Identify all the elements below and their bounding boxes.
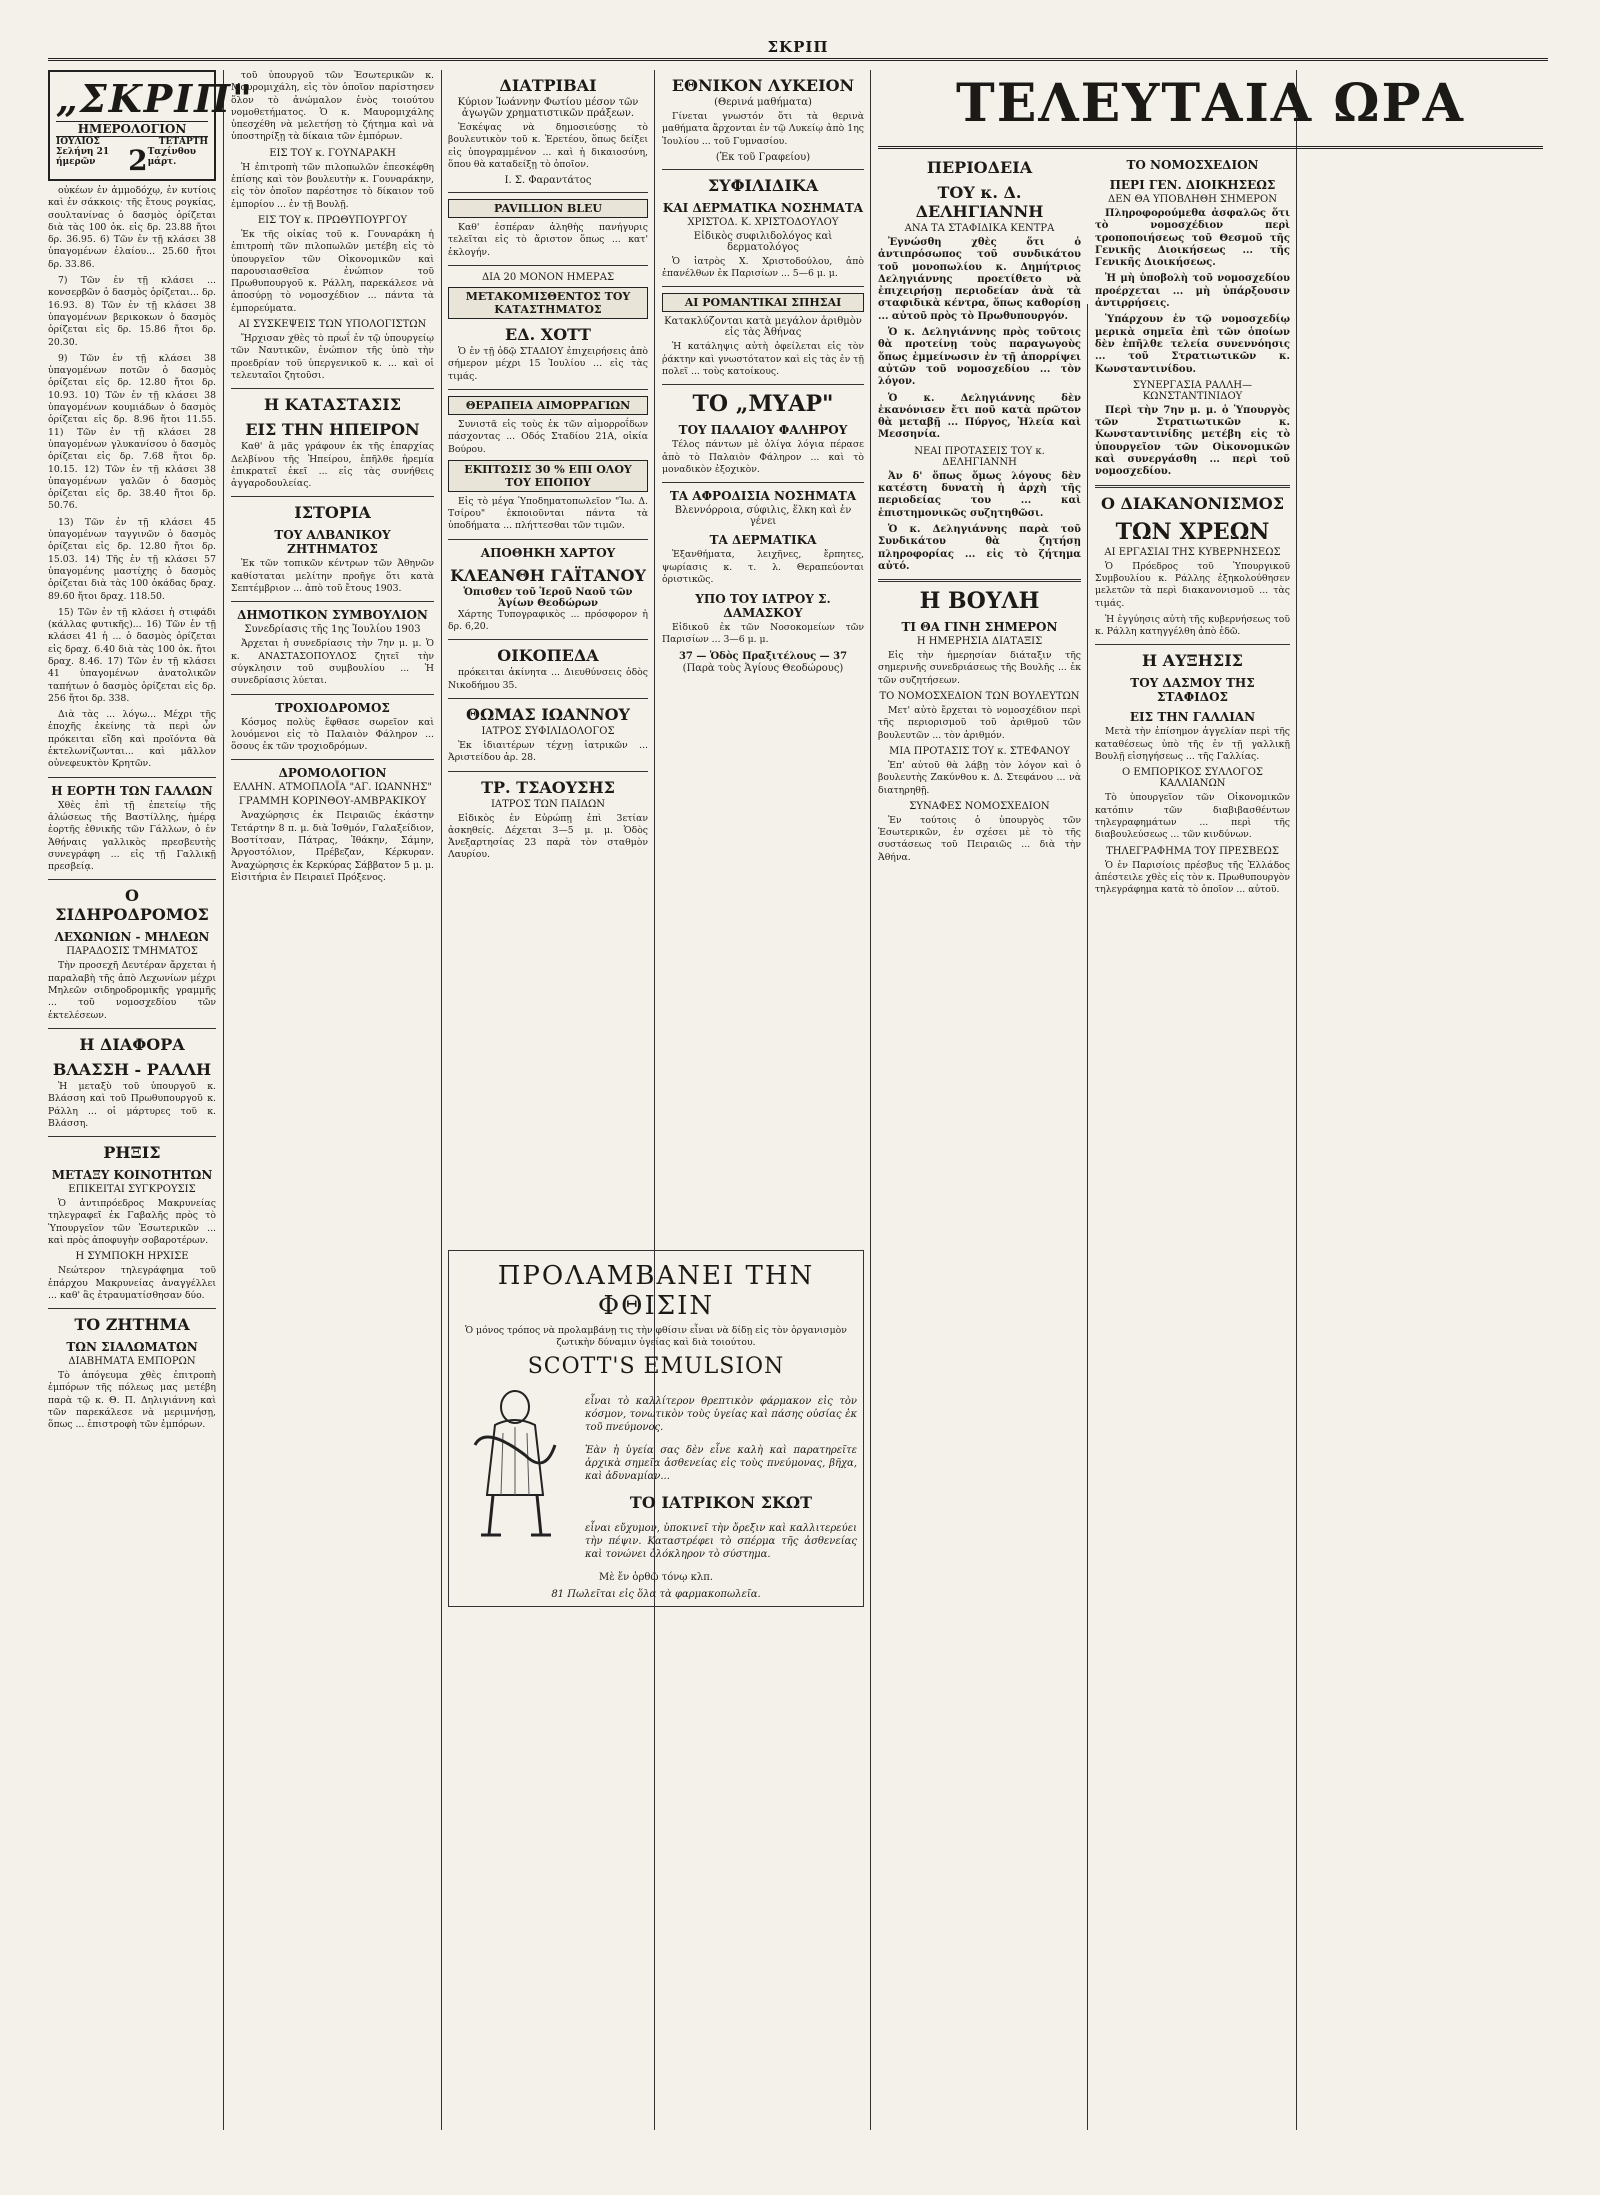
divider — [231, 759, 434, 760]
article-text: Ἡ μεταξὺ τοῦ ὑπουργοῦ κ. Βλάσση καὶ τοῦ Πρωθυπουργοῦ κ. Ράλλη ... οἱ μάρτυρες τοῦ κ. Βλάσση. — [48, 1080, 216, 1129]
headline: ΠΕΡΙ ΓΕΝ. ΔΙΟΙΚΗΣΕΩΣ — [1109, 178, 1276, 192]
article-text: Μετ' αὐτὸ ἔρχεται τὸ νομοσχέδιον περὶ τῆς περιορισμοῦ τοῦ ἀριθμοῦ τῶν βουλευτῶν ... τὸν ἀριθμόν. — [878, 705, 1081, 741]
subheadline: Κατακλύζονται κατὰ μεγάλον ἀριθμὸν εἰς τὰς Ἀθήνας — [664, 316, 862, 339]
divider — [1095, 485, 1290, 488]
headline: ΤΡΟΧΙΟΔΡΟΜΟΣ — [275, 700, 390, 715]
headline: Ο ΔΙΑΚΑΝΟΝΙΣΜΟΣ — [1100, 493, 1285, 513]
divider — [662, 482, 864, 483]
column-rule — [870, 70, 871, 2130]
headline: ΤΩΝ ΣΙΑΛΩΜΑΤΩΝ — [66, 1340, 198, 1355]
article-text: Ἐκ ἰδιαιτέρων τέχνῃ ἰατρικῶν ... Ἀριστείδου ἀρ. 28. — [448, 739, 648, 764]
ad-number: 81 — [551, 1588, 565, 1600]
calendar-box — [48, 70, 254, 181]
subheadline: Η ΣΥΜΠΟΚΗ ΗΡΧΙΣΕ — [75, 1251, 189, 1263]
article-text: Εἰς τὴν ἡμερησίαν διάταξιν τῆς σημερινῆς συνεδριάσεως τῆς Βουλῆς ... ἐκ τῶν συζητήσεων. — [878, 650, 1081, 686]
headline: ΥΠΟ ΤΟΥ ΙΑΤΡΟΥ Σ. ΔΑΜΑΣΚΟΥ — [695, 592, 831, 621]
calendar-title: ΗΜΕΡΟΛΟΓΙΟΝ — [56, 121, 208, 137]
subheadline: ΠΑΡΑΔΟΣΙΣ ΤΜΗΜΑΤΟΣ — [66, 946, 198, 958]
article-text: Καθ' ἃ μᾶς γράφουν ἐκ τῆς ἐπαρχίας Δελβίνου τῆς Ἠπείρου, ἐπῆλθε ἠρεμία ἐπικρατεῖ ἐκεῖ ... εἰς τὰς συνήθεις ἀγγαροδουλείας. — [231, 441, 434, 490]
subheadline: ΑΙ ΕΡΓΑΣΙΑΙ ΤΗΣ ΚΥΒΕΡΝΗΣΕΩΣ — [1104, 546, 1281, 558]
divider — [231, 388, 434, 389]
divider — [448, 698, 648, 699]
ad-body — [455, 1385, 857, 1571]
logo: „ΣΚΡΙΠ" — [56, 76, 254, 121]
headline: Η ΒΟΥΛΗ — [919, 588, 1040, 615]
divider — [48, 1136, 216, 1137]
source-note: (Ἐκ τοῦ Γραφείου) — [715, 151, 811, 163]
headline: ΣΥΦΙΛΙΔΙΚΑ — [707, 175, 819, 195]
column-rule — [654, 70, 655, 2130]
article-text: Ἑξανθήματα, λειχῆνες, ἔρπητες, ψωρίασις κ. τ. λ. Θεραπεύονται ὁριστικῶς. — [662, 549, 864, 585]
headline: ΟΙΚΟΠΕΔΑ — [497, 646, 599, 666]
headline: ΤΑ ΑΦΡΟΔΙΣΙΑ ΝΟΣΗΜΑΤΑ — [669, 489, 857, 504]
article-text: οὐκέων ἐν ἀμμοδόχῳ, ἐν κυτίοις καὶ ἐν σάκκοις· τῆς ἔτους ρογκίας, σουλτανίνας ὁ δασμὸς ὁρίζεται διὰ τὰς 100 ὀκ. εἰς δρ. 23.88 ἤτοι δρ. 36.95. 6) Τῶν ἐν τῇ κλάσει 38 ὑπαγομένων ἐλαίου... 25.60 ἤτοι δρ. 33.86. — [48, 185, 216, 270]
headline: ΑΙ ΡΟΜΑΝΤΙΚΑΙ ΣΠΗΣΑΙ — [662, 293, 864, 312]
headline: ΤΙ ΘΑ ΓΙΝΗ ΣΗΜΕΡΟΝ — [901, 620, 1058, 635]
article-text: Τὴν προσεχῆ Δευτέραν ἄρχεται ἡ παραλαβὴ τῆς ἀπὸ Λεχωνίων μέχρι Μηλεῶν σιδηροδρομικῆς γραμμῆς ... τοῦ νομοσχεδίου τῶν ἐκτελέσεων. — [48, 960, 216, 1021]
article-text: Ἀναχώρησις ἐκ Πειραιῶς ἑκάστην Τετάρτην 8 π. μ. διὰ Ἰσθμόν, Γαλαξείδιον, Βοστίτσαν, Πάτρας, Ἰθάκην, Σάμην, Ἀργοστόλιον, Πρέβεζαν, Κέρκυραν. Ἀναχώρησις ἐκ Κερκύρας Σάββατον 5 μ. μ. Εἰσιτήρια ἐν Πειραιεῖ Πρόξενος. — [231, 810, 434, 883]
headline: ΙΣΤΟΡΙΑ — [294, 503, 371, 523]
divider — [1095, 644, 1290, 645]
subheadline: Συνεδρίασις τῆς 1ης Ἰουλίου 1903 — [244, 624, 421, 636]
article-text: Ὁ Πρόεδρος τοῦ Ὑπουργικοῦ Συμβουλίου κ. Ράλλης ἐξηκολούθησεν μελετῶν τὰ περὶ διακανονισμοῦ ... τὰς τιμάς. — [1095, 560, 1290, 609]
masthead-name: ΣΚΡΙΠ — [767, 38, 829, 56]
subheadline: ΔΙΑΒΗΜΑΤΑ ΕΜΠΟΡΩΝ — [68, 1356, 196, 1368]
article-text: Ὁ ἀντιπρόεδρος Μακρυνείας τηλεγραφεῖ ἐκ Γαβαλῆς πρὸς τὸ Ὑπουργεῖον τῶν Ἐσωτερικῶν ... καὶ πρὸς ἀποφυγὴν σοβαροτέρων. — [48, 1198, 216, 1246]
article-text: 13) Τῶν ἐν τῇ κλάσει 45 ὑπαγομένων ταγγινῶν ὁ δασμὸς ὁρίζεται εἰς δρ. 12.80 ἤτοι δρ. 15.03. 14) Τῆς ἐν τῇ κλάσει 57 ὑπαγομένης μαστίχης ὁ δασμὸς ὁρίζεται διὰ τὰς 100 ὀκάδας δραχ. 89.60 ἤτοι δραχ. 118.50. — [48, 516, 216, 602]
article-text: Ἐν τούτοις ὁ ὑπουργὸς τῶν Ἐσωτερικῶν, ἐν σχέσει μὲ τὸ τῆς συστάσεως τοῦ Πειραιῶς ... διὰ τὴν Ἀθήνα. — [878, 814, 1081, 863]
subheadline: Εἰδικὸς συφιλιδολόγος καὶ δερματολόγος — [693, 230, 833, 253]
article-text: Μετὰ τὴν ἐπίσημον ἀγγελίαν περὶ τῆς καταθέσεως ὑπὸ τῆς ἐν τῇ γαλλικῇ Βουλῇ εἰσηγήσεως ... τῆς Γαλλίας. — [1095, 726, 1290, 763]
subheadline: (Θερινά μαθήματα) — [714, 97, 812, 108]
column-2 — [231, 70, 434, 2140]
column-4 — [662, 70, 864, 1240]
headline: Η ΚΑΤΑΣΤΑΣΙΣ — [263, 395, 402, 415]
divider — [662, 286, 864, 287]
article-text: 15) Τῶν ἐν τῇ κλάσει ἡ στιφάδι (κάλλας φυτικῆς)... 16) Τῶν ἐν τῇ κλάσει 41 ἡ ... ὁ δασμὸς ὁρίζεται εἰς δραχ. 6.40 διὰ τὰς 100 ὀκ. ἤτοι δραχ. 8.46. 17) Τῶν ἐν τῇ κλάσει 41 ὑπαγομένων ἀνατολικῶν ταπήτων ὁ δασμὸς ὁρίζεται εἰς δρ. 256 ἤτοι δρ. 338. — [48, 606, 216, 704]
subheadline: ΕΛΛΗΝ. ΑΤΜΟΠΛΟΪΑ "ΑΓ. ΙΩΑΝΝΗΣ" — [233, 782, 432, 794]
article-text: Διὰ τὰς ... λόγω... Μέχρι τῆς ἐποχῆς ἐκείνης τὰ περὶ ὧν πρόκειται εἴδη καὶ προϊόντα θὰ ἐκτελωνίζωνται... καὶ μᾶλλον οὐνεφευκτὸν Κρητῶν. — [48, 709, 216, 770]
article-text: Ἡ μὴ ὑποβολὴ τοῦ νομοσχεδίου προέρχεται ... μὴ ὑπάρξουσιν ἀντιρρήσεις. — [1095, 273, 1290, 310]
divider — [448, 192, 648, 193]
article-text: Ἡ ἐγγύησις αὐτὴ τῆς κυβερνήσεως τοῦ κ. Ράλλη κατηγγέλθη ἀπὸ ἐδῶ. — [1095, 613, 1290, 638]
ad-text: εἶναι τὸ καλλίτερον θρεπτικὸν φάρμακον εἰς τὸν κόσμον, τονωτικὸν τοὺς ὑγείας καὶ πάσης οὐσίας ἐκ τοῦ πνεύμονος. — [585, 1395, 857, 1433]
headline: Ο ΣΙΔΗΡΟΔΡΟΜΟΣ — [55, 886, 209, 925]
subheadline: ΧΡΙΣΤΟΔ. Κ. ΧΡΙΣΤΟΔΟΥΛΟΥ — [687, 216, 839, 228]
ad-box — [448, 1250, 864, 1607]
headline: PAVILLION BLEU — [448, 199, 648, 218]
divider — [448, 389, 648, 390]
ad-text: εἶναι εὔχυμον, ὑποκινεῖ τὴν ὄρεξιν καὶ καλλιτερεύει τὴν πέψιν. Καταστρέφει τὸ σπέρμα τῆς ἀσθενείας καὶ τονώνει ὁλόκληρον τὸ σύστημα. — [585, 1522, 857, 1560]
subheadline: ΤΟ ΝΟΜΟΣΧΕΔΙΟΝ ΤΩΝ ΒΟΥΛΕΥΤΩΝ — [879, 691, 1080, 703]
newspaper-page — [48, 38, 1548, 2144]
article-text: Ἐπ' αὐτοῦ θὰ λάβῃ τὸν λόγον καὶ ὁ βουλευτὴς Ζακύνθου κ. Δ. Στεφάνου ... νὰ διατηρηθῇ. — [878, 759, 1081, 796]
calendar-month: ΙΟΥΛΙΟΣ — [56, 137, 100, 147]
column-rule — [1087, 304, 1088, 2130]
article-text: Ὁ ἐν Παρισίοις πρέσβυς τῆς Ἑλλάδος ἀπέστειλε χθὲς εἰς τὸν κ. Πρωθυπουργὸν τηλεγράφημα κατὰ τὸ ὁποῖον ... αὐτοῦ. — [1095, 859, 1290, 896]
ad-lead: Ὁ μόνος τρόπος νὰ προλαμβάνῃ τις τὴν φθίσιν εἶναι νὰ δίδῃ εἰς τὸν ὀργανισμὸν ζωτικὴν δύναμιν ὑγείας καὶ διὰ τοιούτου. — [465, 1325, 847, 1349]
calendar-feast: Ταχίνθου μάρτ. — [147, 147, 196, 167]
article-text: Ἀν δ' ὅπως ὅμως λόγους δὲν κατέστη δυνατὴ ἡ ἀρχὴ τῆς περιοδείας του ... καὶ ἐπιστημονικῶς συζητηθῶσι. — [878, 470, 1081, 519]
headline: ΕΘΝΙΚΟΝ ΛΥΚΕΙΟΝ — [671, 76, 855, 95]
headline: ΤΟΥ ΑΛΒΑΝΙΚΟΥ ΖΗΤΗΜΑΤΟΣ — [274, 528, 391, 557]
ad-brand: SCOTT'S EMULSION — [527, 1353, 785, 1379]
headline: Η ΔΙΑΦΟΡΑ — [79, 1034, 185, 1054]
divider — [48, 879, 216, 880]
column-rule — [223, 70, 224, 2130]
headline: Η ΕΟΡΤΗ ΤΩΝ ΓΑΛΛΩΝ — [51, 783, 213, 798]
ad-footer-text: Πωλεῖται εἰς ὅλα τὰ φαρμακοπωλεῖα. — [567, 1588, 761, 1600]
calendar-day: 2 — [128, 144, 148, 177]
article-text: Γίνεται γνωστόν ὅτι τὰ θερινὰ μαθήματα ἄρχονται ἐν τῷ Λυκείῳ ἀπὸ 1ης Ἰουλίου ... τοῦ Γυμνασίου. — [662, 111, 864, 147]
address: 37 — Ὁδὸς Πραξιτέλους — 37 — [678, 650, 848, 662]
headline: ΤΑ ΔΕΡΜΑΤΙΚΑ — [709, 533, 817, 548]
calendar-row — [56, 144, 208, 177]
column-rule — [441, 70, 442, 2130]
headline: ΠΕΡΙΟΔΕΙΑ — [926, 158, 1033, 177]
headline: ΔΗΜΟΤΙΚΟΝ ΣΥΜΒΟΥΛΙΟΝ — [237, 608, 428, 623]
advertisement — [448, 1244, 864, 1674]
headline: ΤΟΥ κ. Δ. ΔΕΛΗΓΙΑΝΝΗ — [915, 183, 1044, 221]
headline: ΤΟ ΖΗΤΗΜΑ — [74, 1315, 190, 1335]
ad-footer — [455, 1589, 857, 1600]
headline: ΜΕΤΑΞΥ ΚΟΙΝΟΤΗΤΩΝ — [51, 1168, 213, 1183]
article-text: Ὁ κ. Δεληγιάννης δὲν ἐκανόνισεν ἔτι ποῦ κατὰ πρῶτον θὰ μεταβῇ ... Πύργος, Ἠλεία καὶ Μεσσηνία. — [878, 392, 1081, 441]
article-text: Εἰς τὸ μέγα Ὑποδηματοπωλεῖον "Ἰω. Δ. Τσίρου" ἐκποιοῦνται πάντα τὰ ὑποδήματα ... πλήττεσθαι τῶν τιμῶν. — [448, 495, 648, 532]
article-text: 9) Τῶν ἐν τῇ κλάσει 38 ὑπαγομένων ποτῶν ὁ δασμὸς ὁρίζεται εἰς δρ. 12.80 ἤτοι δρ. 10.93. 10) Τῶν ἐν τῇ κλάσει 38 ὑπαγομένων κουμιάδων ὁ δασμὸς ὁρίζεται εἰς δρ. 8.96 ἤτοι 11.55. 11) Τῶν ἐν τῇ κλάσει 28 ὑπαγομένων γλυκανίσου ὁ δασμὸς ὁρίζεται εἰς δρ. 7.68 ἤτοι δρ. 10.15. 12) Τῶν ἐν τῇ κλάσει 38 ὑπαγομένων γαλῶν ὁ δασμὸς ὁρίζεται εἰς δρ. 38.40 ἤτοι δρ. 50.76. — [48, 352, 216, 512]
article-text: Ὁ κ. Δεληγιάννης πρὸς τοῦτοις θὰ προτείνῃ τοὺς παραγωγοὺς ὅπως ἐμμείνωσιν ἐν τῇ ἀπορρίψει αὐτῶν τοῦ νομοσχεδίου ... τὸν λόγον. — [878, 327, 1081, 388]
divider — [48, 1028, 216, 1029]
headline: ΤΩΝ ΧΡΕΩΝ — [1115, 518, 1270, 545]
article-text: Τέλος πάντων μὲ ὀλίγα λόγια πέρασε ἀπὸ τὸ Παλαιὸν Φάληρον ... καὶ τὸ μοναδικὸν ἐξοχικὸν. — [662, 439, 864, 475]
headline: ΕΚΠΤΩΣΙΣ 30 % ΕΠΙ ΟΛΟΥ ΤΟΥ ΕΠΟΠΟΥ — [448, 460, 648, 492]
headline: ΑΠΟΘΗΚΗ ΧΑΡΤΟΥ — [480, 545, 616, 560]
column-rule — [1296, 70, 1297, 2130]
article-text: Συνιστᾶ εἰς τοὺς ἐκ τῶν αἰμορροΐδων πάσχοντας ... Οδός Σταδίου 21Α, οἰκία Βούρου. — [448, 418, 648, 455]
signature: Ι. Σ. Φαραντάτος — [504, 175, 592, 187]
subheadline: ΙΑΤΡΟΣ ΤΩΝ ΠΑΙΔΩΝ — [490, 798, 606, 810]
subheadline: ΑΙ ΣΥΣΚΕΨΕΙΣ ΤΩΝ ΥΠΟΛΟΓΙΣΤΩΝ — [238, 319, 427, 331]
headline: ΔΙΑΤΡΙΒΑΙ — [499, 76, 597, 95]
article-text: πρόκειται ἀκίνητα ... Διευθύνσεις ὁδὸς Νικοδήμου 35. — [448, 667, 648, 691]
divider — [448, 265, 648, 266]
article-text: Ἤρχισαν χθὲς τὸ πρωΐ ἐν τῷ ὑπουργείῳ τῶν Ναυτικῶν, ἐνώπιον τῆς ὑπὸ τὴν προεδρίαν τοῦ ὑπεργενικοῦ κ. ... καὶ οἱ τελευταῖοι ζητοῦσι. — [231, 333, 434, 381]
column-5 — [878, 152, 1081, 2127]
subheadline: ΙΑΤΡΟΣ ΣΥΦΙΛΙΔΟΛΟΓΟΣ — [481, 725, 615, 737]
divider — [662, 169, 864, 170]
divider — [48, 1308, 216, 1309]
headline: ΕΙΣ ΤΗΝ ΓΑΛΛΙΑΝ — [1129, 710, 1256, 725]
ad-title: ΠΡΟΛΑΜΒΑΝΕΙ ΤΗΝ ΦΘΙΣΙΝ — [497, 1261, 815, 1321]
divider — [231, 496, 434, 497]
column-6 — [1095, 152, 1290, 2127]
subheadline: ΔΙΑ 20 ΜΟΝΟΝ ΗΜΕΡΑΣ — [481, 272, 615, 284]
headline: ΡΗΞΙΣ — [103, 1143, 161, 1163]
ad-subtitle: ΤΟ ΙΑΤΡΙΚΟΝ ΣΚΩΤ — [629, 1492, 813, 1512]
subheadline: ΕΙΣ ΤΟΥ κ. ΠΡΩΘΥΠΟΥΡΓΟΥ — [257, 214, 408, 226]
article-text: Ὁ κ. Δεληγιάννης παρὰ τοῦ Συνδικάτου θὰ ζητήσῃ πληροφορίας ... εἰς τὸ ζήτημα αὐτό. — [878, 523, 1081, 572]
calendar-moon: Σελήνη 21 ήμερῶν — [56, 147, 110, 167]
article-text: Ἡ ἐπιτροπὴ τῶν πιλοπωλῶν ἐπεσκέφθη ἐπίσης καὶ τὸν βουλευτὴν κ. Γουναράκην, εἰς τὸν ὁποῖον παρέστησε τὸ δίκαιον τοῦ ἐμπορίου ... ἐν τῇ Βουλῇ. — [231, 161, 434, 210]
subheadline: ΕΠΙΚΕΙΤΑΙ ΣΥΓΚΡΟΥΣΙΣ — [68, 1184, 196, 1196]
divider — [448, 771, 648, 772]
subheadline: ΣΥΝΑΦΕΣ ΝΟΜΟΣΧΕΔΙΟΝ — [909, 800, 1050, 812]
headline: ΘΕΡΑΠΕΙΑ ΑΙΜΟΡΡΑΓΙΩΝ — [448, 396, 648, 415]
headline: ΕΙΣ ΤΗΝ ΗΠΕΙΡΟΝ — [245, 420, 420, 440]
subheadline: ΕΙΣ ΤΟΥ κ. ΓΟΥΝΑΡΑΚΗ — [269, 147, 396, 159]
subheadline: ΝΕΑΙ ΠΡΟΤΑΣΕΙΣ ΤΟΥ κ. ΔΕΛΗΓΙΑΝΝΗ — [914, 445, 1045, 468]
headline: ΤΟΥ ΔΑΣΜΟΥ ΤΗΣ ΣΤΑΦΙΔΟΣ — [1130, 676, 1255, 705]
divider — [448, 639, 648, 640]
fisherman-figure-icon — [455, 1385, 575, 1545]
article-text: Τὸ ὑπουργεῖον τῶν Οἰκονομικῶν κατόπιν τῶν διαβιβασθέντων τηλεγραφημάτων ... περὶ τῆς διαβουλεύσεως ... τῶν κινδύνων. — [1095, 792, 1290, 841]
headline: ΚΛΕΑΝΘΗ ΓΑΪΤΑΝΟΥ — [450, 565, 646, 585]
article-text: Εἰδικὸς ἐν Εὐρώπῃ ἐπὶ 3ετίαν ἀσκηθείς. Δέχεται 3—5 μ. μ. Ὁδὸς Ἀνεξαρτησίας 23 παρὰ τὸν σταθμὸν Λαυρίου. — [448, 812, 648, 861]
column-3 — [448, 70, 648, 1240]
article-text: Χάρτης Τυπογραφικὸς ... πρόσφορον ἡ δρ. 6,20. — [448, 608, 648, 633]
headline: ΤΡ. ΤΣΑΟΥΣΗΣ — [481, 777, 615, 797]
ad-copy — [585, 1385, 857, 1571]
divider — [878, 579, 1081, 582]
headline: ΔΡΟΜΟΛΟΓΙΟΝ — [278, 766, 387, 781]
headline: ΤΟ „ΜΥΑΡ" — [692, 391, 834, 418]
article-text: Τὸ ἀπόγευμα χθὲς ἐπιτροπὴ ἐμπόρων τῆς πόλεως μας μετέβη παρὰ τῷ κ. Θ. Π. Δηλιγιάννη καὶ τῶν παρεκάλεσε νὰ μεριμνήσῃ, ὅπως ... ἐπιστροφὴ τῶν ἐμπόρων. — [48, 1370, 216, 1431]
headline: ΤΟΥ ΠΑΛΑΙΟΥ ΦΑΛΗΡΟΥ — [678, 423, 848, 438]
article-text: Ἐκ τῆς οἰκίας τοῦ κ. Γουναράκη ἡ ἐπιτροπὴ τῶν πιλοπωλῶν μετέβη εἰς τὸ ὑπουργεῖον τῶν Οἰκονομικῶν καὶ παρουσιασθεῖσα ἐνώπιον τοῦ Πρωθυπουργοῦ κ. Ράλλη, παρεκάλεσε νὰ ἀποσύρῃ τὸ νομοσχέδιον ... πάντα τὰ ἐμπορεύματα. — [231, 228, 434, 314]
subheadline: Κύριον Ἰωάννην Φωτίου μέσον τῶν ἀγωγῶν χρηματιστικῶν πράξεων. — [457, 97, 639, 119]
divider — [231, 601, 434, 602]
article-text: Εἰδικοῦ ἐκ τῶν Νοσοκομείων τῶν Παρισίων ... 3—6 μ. μ. — [662, 622, 864, 646]
article-text: Ἐσκέψας νὰ δημοσιεύσῃς τὸ βουλευτικὸν τοῦ κ. Ἐρετέου, ὅπως δείξει εἰς ὑπογραμμένον ... καὶ ἡ δικαιοσύνη, ὅπου θὰ καταδείξῃ τὸ ὁποῖον. — [448, 122, 648, 170]
article-text: Κόσμος πολὺς ἔφθασε σωρεῖον καὶ λουόμενοι εἰς τὸ Παλαιὸν Φάληρον ... ὅσους ἐκ τῶν τροχιοδρόμων. — [231, 716, 434, 753]
address-note: (Παρὰ τοὺς Ἁγίους Θεοδώρους) — [682, 662, 844, 674]
article-text: Περὶ τὴν 7ην μ. μ. ὁ Ὑπουργὸς τῶν Στρατιωτικῶν κ. Κωνσταντινίδης μετέβη εἰς τὸ ὑπουργεῖον τῶν Οἰκονομικῶν καὶ συνεργάσθη ... περὶ τοῦ νομοσχεδίου. — [1095, 404, 1290, 478]
ad-caption: Μὲ ἔν ὀρθῷ τόνῳ κλπ. — [599, 1571, 713, 1583]
headline: ΤΟ ΝΟΜΟΣΧΕΔΙΟΝ — [1126, 158, 1259, 172]
article-text: Χθὲς ἐπὶ τῇ ἐπετείῳ τῆς ἁλώσεως τῆς Βαστίλλης, ἡμέρᾳ ἑορτῆς ἐθνικῆς τῶν Γάλλων, ὁ ἐν Ἀθήναις γαλλικὸς πρεσβευτὴς συνεγράφη ... εἰς τῇ Γαλλικῇ πρεσβείᾳ. — [48, 799, 216, 873]
address: Ὁπισθεν τοῦ Ἱεροῦ Ναοῦ τῶν Ἁγίων Θεοδώρων — [463, 586, 633, 609]
subheadline: ΣΥΝΕΡΓΑΣΙΑ ΡΑΛΛΗ—ΚΩΝΣΤΑΝΤΙΝΙΔΟΥ — [1132, 379, 1253, 402]
column-1 — [48, 70, 254, 2140]
subheadline: Η ΗΜΕΡΗΣΙΑ ΔΙΑΤΑΞΙΣ — [916, 636, 1043, 648]
article-text: Ἐγνώσθη χθὲς ὅτι ὁ ἀντιπρόσωπος τοῦ συνδικάτου τοῦ μονοπωλίου κ. Δημήτριος Δεληγιάννης προετίθετο νὰ ἐπιχειρήσῃ περιοδείαν ἀνὰ τὰ σταφιδικὰ κέντρα, ὅπως καθορίσῃ ... αὐτοῦ πρὸς τὸ Πρωθυπουργόν. — [878, 237, 1081, 322]
article-text: Ὑπάρχουν ἐν τῷ νομοσχεδίῳ μερικὰ σημεῖα ἐπὶ τῶν ὁποίων δὲν ἐπῆλθε τελεία συνεννόησις ... τοῦ Στρατιωτικῶν κ. Κωνσταντινίδου. — [1095, 314, 1290, 375]
article-text: Καθ' ἑσπέραν ἀληθὴς πανήγυρις τελεῖται εἰς τὸ ἄριστον ὅπως ... κατ' ἐκλογήν. — [448, 222, 648, 258]
subheadline: ΔΕΝ ΘΑ ΥΠΟΒΛΗΘΗ ΣΗΜΕΡΟΝ — [1108, 194, 1277, 205]
article-text: Νεώτερον τηλεγράφημα τοῦ ἐπάρχου Μακρυνείας ἀναγγέλλει ... καθ' ἃς ἐτραυματίσθησαν δύο. — [48, 1265, 216, 1301]
banner-title: ΤΕΛΕΥΤΑΙΑ ΩΡΑ — [956, 73, 1465, 134]
banner-rule — [878, 146, 1543, 149]
headline: ΒΛΑΣΣΗ - ΡΑΛΛΗ — [52, 1059, 212, 1079]
article-text: Ὁ ἐν τῇ ὁδῷ ΣΤΑΔΙΟΥ ἐπιχειρήσεις ἀπὸ σήμερον μέχρι 15 Ἰουλίου ... εἰς τὰς τιμάς. — [448, 346, 648, 382]
headline: Η ΑΥΞΗΣΙΣ — [1141, 651, 1243, 671]
subheadline: ΜΙΑ ΠΡΟΤΑΣΙΣ ΤΟΥ κ. ΣΤΕΦΑΝΟΥ — [889, 745, 1070, 757]
ad-text: Ἐὰν ἡ ὑγεία σας δὲν εἶνε καλὴ καὶ παρατηρεῖτε ἀρχικὰ σημεῖα ἀσθενείας εἰς τοὺς πνεύμονας, βῆχα, καὶ ἀδυναμίαν... — [585, 1444, 857, 1482]
article-text: τοῦ ὑπουργοῦ τῶν Ἐσωτερικῶν κ. Μαυρομιχάλη, εἰς τὸν ὁποῖον παρίστησεν ὅλον τὸ ἀνώμαλον ἑνὸς τοιούτου νομοθετήματος. Ὁ κ. Μαυρομιχάλης ὑπεσχέθη νὰ μελετήσῃ τὸ ζήτημα καὶ νὰ ὑποστηρίξῃ τὰ δίκαια τῶν ἐμπόρων. — [231, 70, 434, 143]
divider — [448, 539, 648, 540]
article-text: Ἡ κατάληψις αὐτὴ ὀφείλεται εἰς τὸν ῥάκτην καὶ γνωστότατον καὶ εἰς τὰς ἐν τῇ πολεῖ ... τοὺς κατοίκους. — [662, 341, 864, 378]
subheadline: ΑΝΑ ΤΑ ΣΤΑΦΙΔΙΚΑ ΚΕΝΤΡΑ — [904, 223, 1055, 234]
subheadline: Ο ΕΜΠΟΡΙΚΟΣ ΣΥΛΛΟΓΟΣ ΚΑΛΛΙΑΝΩΝ — [1122, 767, 1263, 790]
article-text: Ἀρχεται ἡ συνεδρίασις τὴν 7ην μ. μ. Ὁ κ. ΑΝΑΣΤΑΣΟΠΟΥΛΟΣ ζητεῖ τὴν σύγκλησιν τοῦ συμβουλίου ... Ἡ συνεδρίασις λύεται. — [231, 638, 434, 687]
article-text: Ἐκ τῶν τοπικῶν κέντρων τῶν Ἀθηνῶν καθίσταται μελίτην προῆγε ὅτι κατὰ Σεπτέμβριον ... ἀπὸ τοῦ ἔτους 1903. — [231, 558, 434, 595]
headline: ΜΕΤΑΚΟΜΙΣΘΕΝΤΟΣ ΤΟΥ ΚΑΤΑΣΤΗΜΑΤΟΣ — [448, 287, 648, 319]
divider — [48, 777, 216, 778]
subheadline: Βλεννόρροια, σύφιλις, ἕλκη καὶ ἐν γένει — [674, 505, 852, 528]
headline: ΛΕΧΩΝΙΩΝ - ΜΗΛΕΩΝ — [54, 930, 210, 945]
article-text: Ὁ ἰατρὸς Χ. Χριστοδούλου, ἀπὸ ἐπανέλθων ἐκ Παρισίων ... 5—6 μ. μ. — [662, 255, 864, 280]
calendar-weekday: ΤΕΤΑΡΤΗ — [158, 137, 208, 147]
divider — [662, 384, 864, 385]
banner-area — [878, 74, 1543, 144]
divider — [231, 694, 434, 695]
headline: ΕΔ. ΧΟΤΤ — [505, 325, 591, 345]
headline: ΚΑΙ ΔΕΡΜΑΤΙΚΑ ΝΟΣΗΜΑΤΑ — [662, 200, 864, 215]
subheadline: ΓΡΑΜΜΗ ΚΟΡΙΝΘΟΥ-ΑΜΒΡΑΚΙΚΟΥ — [238, 796, 427, 808]
subheadline: ΤΗΛΕΓΡΑΦΗΜΑ ΤΟΥ ΠΡΕΣΒΕΩΣ — [1106, 845, 1279, 857]
headline: ΘΩΜΑΣ ΙΩΑΝΝΟΥ — [466, 704, 630, 724]
article-text: Πληροφορούμεθα ἀσφαλῶς ὅτι τὸ νομοσχέδιον περὶ τροποποιήσεως τοῦ Θεσμοῦ τῆς Γενικῆς Διοικήσεως ... τῆς Γενικῆς Διοικήσεως. — [1095, 208, 1290, 269]
article-text: 7) Τῶν ἐν τῇ κλάσει ... κονσερβῶν ὁ δασμὸς ὁρίζεται... δρ. 16.93. 8) Τῶν ἐν τῇ κλάσει 38 ὑπαγομένων βερικοκων ὁ δασμὸς ὁρίζεται εἰς δρ. 15.86 ἤτοι δρ. 20.30. — [48, 275, 216, 348]
